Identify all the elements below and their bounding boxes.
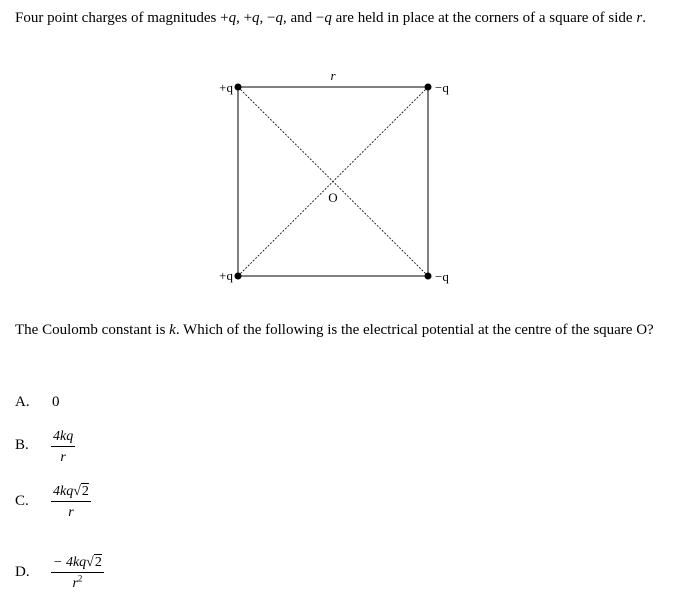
option-c-fraction[interactable] <box>51 484 91 521</box>
question-fragment: are held in place at the corners of a square of side <box>331 10 637 26</box>
option-b-fraction[interactable] <box>51 429 75 466</box>
charge-dot-bottom-left <box>235 273 242 280</box>
option-d-den-text: r <box>72 576 78 591</box>
option-c-num-text: 4kq <box>53 484 74 499</box>
charge-label-bottom-left: +q <box>219 268 233 283</box>
charge-dot-top-right <box>425 84 432 91</box>
option-d-letter: D. <box>15 564 30 580</box>
option-d-numerator <box>51 555 104 573</box>
option-b-numerator: 4kq <box>51 429 75 447</box>
question-fragment: , − <box>259 10 276 26</box>
var-q: q <box>275 10 284 26</box>
prompt-text <box>15 320 658 340</box>
option-d-exponent: 2 <box>77 573 83 584</box>
option-d-denominator <box>51 573 104 592</box>
option-c-letter: C. <box>15 493 29 509</box>
option-b-letter: B. <box>15 437 29 453</box>
var-k: k <box>169 322 176 338</box>
option-c-numerator <box>51 484 91 502</box>
option-b-denominator: r <box>60 450 66 465</box>
side-label: r <box>330 68 336 83</box>
charge-label-top-right: −q <box>435 80 449 95</box>
var-q: q <box>228 10 237 26</box>
radical-sign: √ <box>73 484 81 499</box>
centre-label: O <box>328 190 338 205</box>
option-d-fraction[interactable] <box>51 555 104 592</box>
option-c-radicand: 2 <box>81 484 89 499</box>
var-q: q <box>324 10 332 26</box>
option-d-radicand: 2 <box>94 555 102 570</box>
option-c-denominator: r <box>68 505 74 520</box>
question-fragment: , + <box>236 10 253 26</box>
question-fragment: . <box>642 10 646 26</box>
question-fragment: , and − <box>283 10 325 26</box>
prompt-fragment: The Coulomb constant is <box>15 322 170 338</box>
prompt-fragment: . Which of the following is the electrical potential at the centre of the square O? <box>175 322 654 338</box>
var-r: r <box>636 10 643 26</box>
option-d-num-text: − 4kq <box>53 555 87 570</box>
charge-dot-bottom-right <box>425 273 432 280</box>
option-a-letter: A. <box>15 394 30 410</box>
var-q: q <box>252 10 260 26</box>
radical-sign: √ <box>86 555 94 570</box>
charge-dot-top-left <box>235 84 242 91</box>
charge-label-bottom-right: −q <box>435 269 449 284</box>
option-a-value[interactable]: 0 <box>52 394 60 410</box>
charge-label-top-left: +q <box>219 80 233 95</box>
question-fragment: Four point charges of magnitudes + <box>15 10 229 26</box>
